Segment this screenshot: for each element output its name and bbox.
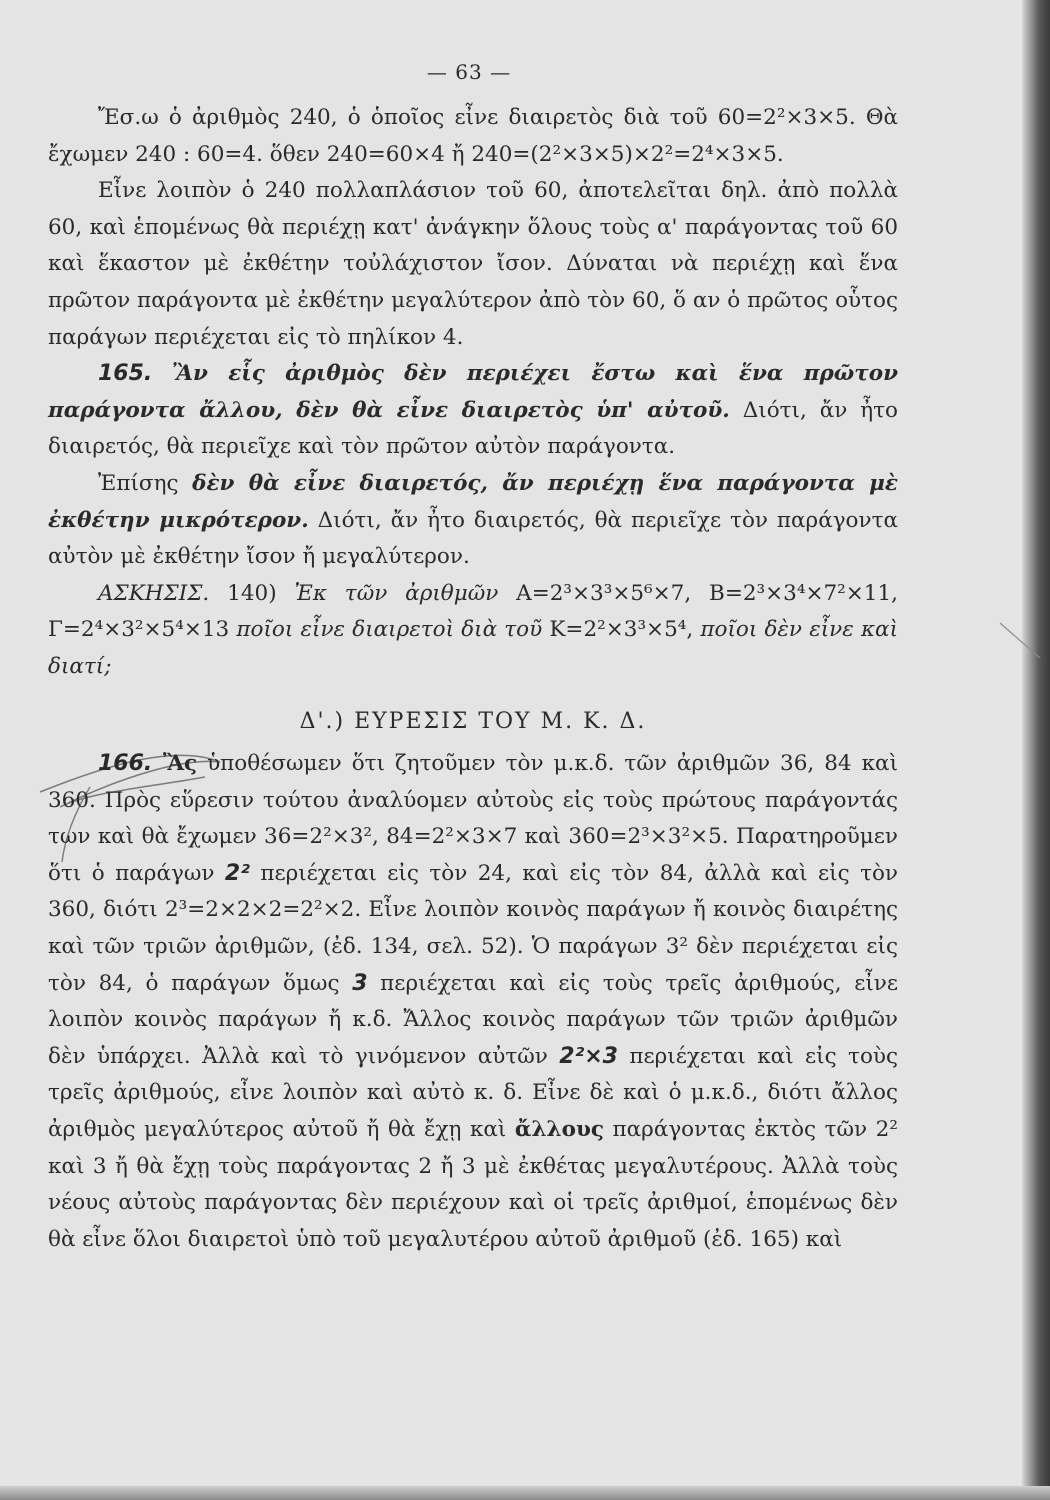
exercise-text-3: ποῖοι δὲν εἶνε καὶ διατί; <box>48 617 898 679</box>
page-bottom-edge <box>0 1486 1050 1500</box>
proof-165: Διότι, ἄν ἦτο διαιρετός, θὰ περιεῖχε καὶ τὸν πρῶτον αὐτὸν παράγοντα. <box>48 397 898 460</box>
exercise-numbers: A=2³×3³×5⁶×7, B=2³×3⁴×7²×11, Γ=2⁴×3²×5⁴×13 <box>48 580 899 643</box>
exercise-140 <box>48 576 898 686</box>
text-166-part2: περιέχεται εἰς τὸν 24, καὶ εἰς τὸν 84, ἀλλὰ καὶ εἰς τὸν 360, διότι 2³=2×2×2=2²×2. Εἶνε λοιπὸν κοινὸς παράγων ἤ κοινὸς διαιρέτης καὶ τῶν τριῶν ἀριθμῶν, (ἐδ. 134, σελ. 52). Ὁ παράγων 3² δὲν περιέχεται εἰς τὸν 84, ὁ παράγων ὅμως <box>48 860 898 996</box>
paragraph-also <box>48 466 898 576</box>
page-number: — 63 — <box>426 60 512 84</box>
factor-3: 3 <box>352 970 368 996</box>
text-166-part5: παράγοντας ἐκτὸς τῶν 2² καὶ 3 ἤ θὰ ἔχῃ τοὺς παράγοντας 2 ἤ 3 μὲ ἐκθέτας μεγαλυτέρους. Ἀλλὰ τοὺς νέους αὐτοὺς παράγοντας δὲν περιέχουν καὶ οἱ τρεῖς ἀριθμοί, ἑπομένως δὲν θὰ εἶνε ὅλοι διαιρετοὶ ὑπὸ τοῦ μεγαλυτέρου αὐτοῦ ἀριθμοῦ (ἐδ. 165) καὶ <box>48 1117 898 1252</box>
proof-exponent: Διότι, ἄν ἦτο διαιρετός, θὰ περιεῖχε τὸν παράγοντα αὐτὸν μὲ ἐκθέτην ἴσον ἤ μεγαλύτερον. <box>48 507 898 570</box>
drop-initial: Ἂς <box>152 751 198 777</box>
page-edge-shadow <box>1022 0 1050 1500</box>
paragraph-165 <box>48 356 898 466</box>
text-166-part3: περιέχεται καὶ εἰς τοὺς τρεῖς ἀριθμούς, εἶνε λοιπὸν κοινὸς παράγων ἤ κ.δ. Ἄλλος κοινὸς παράγων τῶν τριῶν ἀριθμῶν δὲν ὑπάρχει. Ἀλλὰ καὶ τὸ γινόμενον αὐτῶν <box>48 970 898 1069</box>
theorem-165: Ἂν εἷς ἀριθμὸς δὲν περιέχει ἔστω καὶ ἕνα πρῶτον παράγοντα ἄλλου, δὲν θὰ εἶνε διαιρετὸς ὑπ' αὐτοῦ. <box>48 361 898 423</box>
exercise-k: K=2²×3³×5⁴, <box>542 617 701 643</box>
theorem-exponent: δὲν θὰ εἶνε διαιρετός, ἄν περιέχῃ ἕνα παράγοντα μὲ ἐκθέτην μικρότερον. <box>48 470 898 533</box>
exercise-label: ΑΣΚΗΣΙΣ. <box>98 580 210 606</box>
paragraph-example-240: Ἔσ.ω ὁ ἀριθμὸς 240, ὁ ὁποῖος εἶνε διαιρετὸς διὰ τοῦ 60=2²×3×5. Θὰ ἔχωμεν 240 : 60=4. ὅθεν 240=60×4 ἤ 240=(2²×3×5)×2²=2⁴×3×5. <box>48 105 898 167</box>
text-166-part1: ὑποθέσωμεν ὅτι ζητοῦμεν τὸν μ.κ.δ. τῶν ἀριθμῶν 36, 84 καὶ 360. Πρὸς εὕρεσιν τούτου ἀναλύομεν αὐτοὺς εἰς τοὺς πρώτους παράγοντάς των καὶ θὰ ἔχωμεν 36=2²×3², 84=2²×3×7 καὶ 360=2³×3²×5. Παρατηροῦμεν ὅτι ὁ παράγων <box>48 751 899 886</box>
section-heading-gcd: Δ'.) ΕΥΡΕΣΙΣ ΤΟΥ Μ. Κ. Δ. <box>299 708 647 734</box>
exercise-number: 140) <box>209 580 295 606</box>
section-number-166: 166. <box>98 751 153 777</box>
exercise-text-1: Ἐκ τῶν ἀριθμῶν <box>294 580 499 606</box>
book-page <box>48 52 898 1258</box>
section-number-165: 165. <box>98 361 153 387</box>
factor-2sq: 2² <box>224 860 250 886</box>
factor-product: 2²×3 <box>559 1043 618 1069</box>
bold-allous: ἄλλους <box>514 1117 604 1143</box>
text-166-part4: περιέχεται καὶ εἰς τοὺς τρεῖς ἀριθμούς, εἶνε λοιπὸν καὶ αὐτὸ κ. δ. Εἶνε δὲ καὶ ὁ μ.κ.δ., διότι ἄλλος ἀριθμὸς μεγαλύτερος αὐτοῦ ἤ θὰ ἔχῃ καὶ <box>48 1043 898 1143</box>
paragraph-166 <box>48 746 898 1258</box>
exercise-text-2: ποῖοι εἶνε διαιρετοὶ διὰ τοῦ <box>236 617 543 643</box>
also-lead: Ἐπίσης <box>98 470 193 496</box>
paragraph-multiple: Εἶνε λοιπὸν ὁ 240 πολλαπλάσιον τοῦ 60, ἀποτελεῖται δηλ. ἀπὸ πολλὰ 60, καὶ ἑπομένως θὰ περιέχῃ κατ' ἀνάγκην ὅλους τοὺς α' παράγοντας τοῦ 60 καὶ ἕκαστον μὲ ἐκθέτην τοὐλάχιστον ἴσον. Δύναται νὰ περιέχῃ καὶ ἕνα πρῶτον παράγοντα μὲ ἐκθέτην μεγαλύτερον ἀπὸ τὸν 60, ὅ αν ὁ πρῶτος οὗτος παράγων περιέχεται εἰς τὸ πηλίκον 4. <box>48 178 898 350</box>
margin-pen-mark <box>990 618 1050 678</box>
